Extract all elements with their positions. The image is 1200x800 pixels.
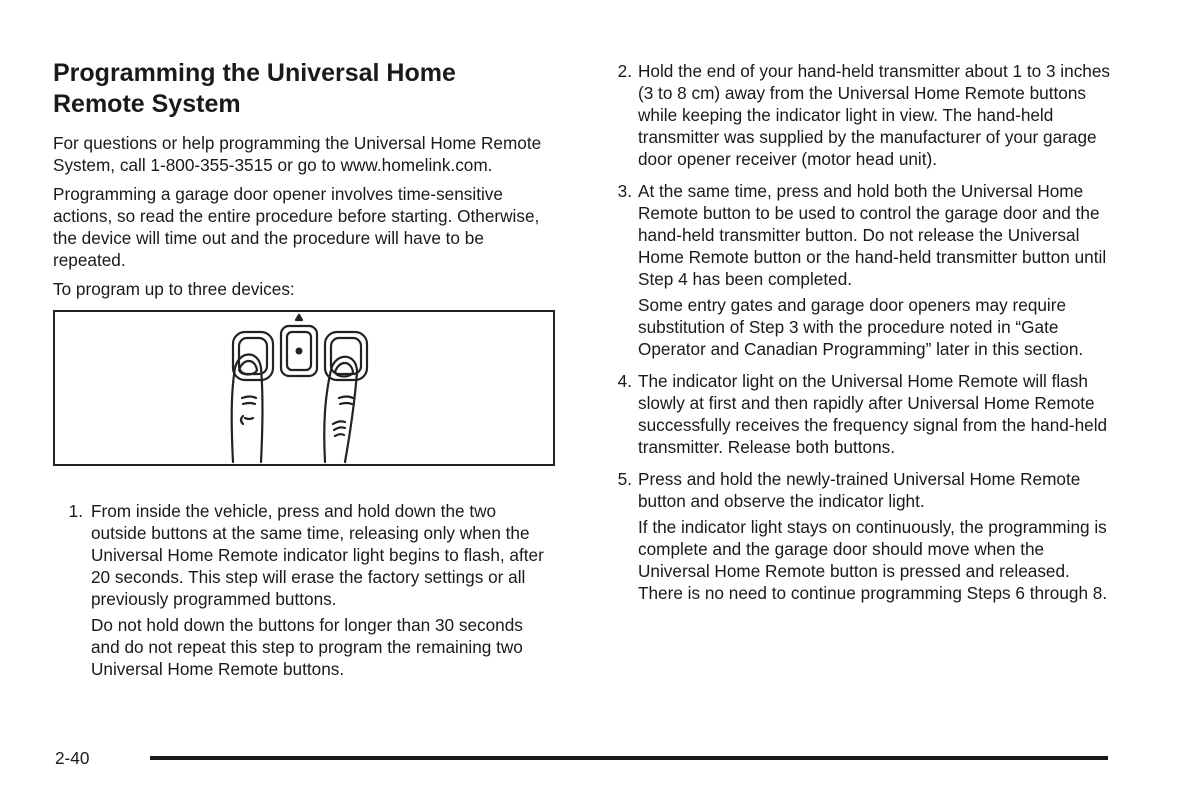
step-note: Do not hold down the buttons for longer than 30 seconds and do not repeat this step to program the remaining two Universal Home Remote buttons. (91, 615, 523, 679)
intro-paragraph-2: Programming a garage door opener involves time-sensitive actions, so read the entire procedure before starting. Otherwise, the device will time out and the procedure will have to be repeated. (53, 184, 540, 270)
button-press-illustration (53, 310, 555, 466)
step-number: 2. (617, 61, 632, 81)
step-text: Press and hold the newly-trained Universal Home Remote button and observe the indicator light. (638, 469, 1081, 511)
step-item (612, 60, 1112, 170)
step-item (612, 180, 1112, 360)
step-text: At the same time, press and hold both the Universal Home Remote button to be used to control the garage door and the hand-held transmitter button. Do not release the Universal Home Remote button or the hand-held transmitter button until Step 4 has been completed. (638, 181, 1107, 289)
step-number: 4. (617, 371, 632, 391)
step-text: From inside the vehicle, press and hold down the two outside buttons at the same time, releasing only when the Universal Home Remote indicator light begins to flash, after 20 seconds. This step will erase the factory settings or all previously programmed buttons. (91, 501, 544, 609)
step-item (612, 468, 1112, 604)
steps-list-right (612, 60, 1112, 604)
intro-paragraph-1: For questions or help programming the Universal Home Remote System, call 1-800-355-3515 or go to www.homelink.com. (53, 133, 542, 175)
section-heading: Programming the Universal Home Remote System (53, 59, 456, 118)
step-number: 5. (617, 469, 632, 489)
step-item (612, 370, 1112, 458)
left-column (53, 58, 553, 680)
footer-rule (150, 756, 1108, 760)
step-note: If the indicator light stays on continuously, the programming is complete and the garage door should move when the Universal Home Remote button is pressed and released. There is no need to continue programming Steps 6 through 8. (638, 517, 1108, 603)
step-number: 1. (68, 501, 83, 521)
right-column (612, 60, 1112, 614)
intro-paragraph-3: To program up to three devices: (53, 279, 295, 299)
step-number: 3. (617, 181, 632, 201)
fingers-on-buttons-drawing (55, 312, 553, 464)
step-text: The indicator light on the Universal Home Remote will flash slowly at first and then rapidly after Universal Home Remote successfully receives the frequency signal from the hand-held transmitter. Release both buttons. (638, 371, 1108, 457)
step-item (53, 500, 553, 680)
step-note: Some entry gates and garage door openers may require substitution of Step 3 with the procedure noted in “Gate Operator and Canadian Programming” later in this section. (638, 295, 1084, 359)
page-number: 2-40 (55, 748, 90, 768)
steps-list-left (53, 500, 553, 680)
step-text: Hold the end of your hand-held transmitter about 1 to 3 inches (3 to 8 cm) away from the Universal Home Remote buttons while keeping the indicator light in view. The hand-held transmitter was supplied by the manufacturer of your garage door opener receiver (motor head unit). (638, 61, 1110, 169)
